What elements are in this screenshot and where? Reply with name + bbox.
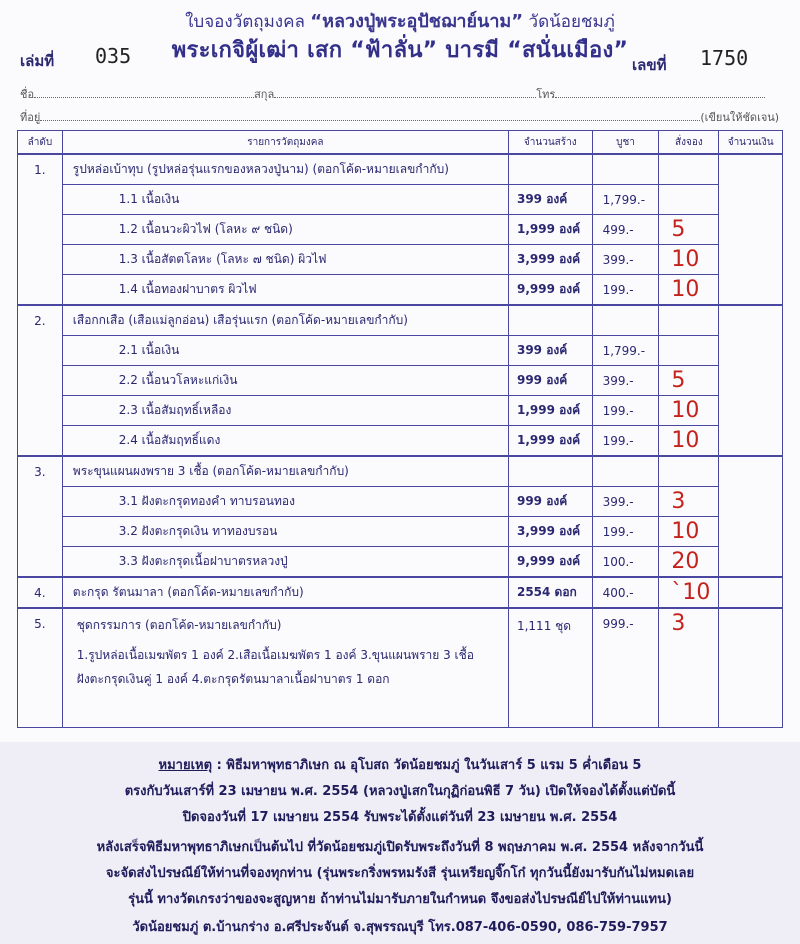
table-row — [18, 245, 783, 275]
table-row — [18, 426, 783, 457]
item-order[interactable]: 3 — [659, 487, 719, 517]
item-price: 199.- — [592, 275, 659, 306]
table-row — [18, 215, 783, 245]
notes-section — [0, 742, 800, 944]
item-qty: 3,999 องค์ — [508, 517, 592, 547]
address-hint: (เขียนให้ชัดเจน) — [700, 111, 780, 124]
col-header-order: สั่งจอง — [659, 131, 719, 155]
price-cell — [592, 305, 659, 336]
note-text-1: : พิธีมหาพุทธาภิเษก ณ อุโบสถ วัดน้อยชมภู่ ในวันเสาร์ 5 แรม 5 ค่ำเดือน 5 — [216, 758, 642, 773]
group-5-content — [62, 608, 508, 728]
item-order[interactable]: 5 — [659, 215, 719, 245]
note-line-4: หลังเสร็จพิธีมหาพุทธาภิเษกเป็นต้นไป ที่วัดน้อยชมภู่เปิดรับพระถึงวันที่ 8 พฤษภาคม พ.ศ. 2554 หลังจากวันนี้ — [96, 840, 704, 855]
amount-cell[interactable] — [719, 608, 783, 728]
qty-cell — [508, 154, 592, 185]
item-qty: 2554 ดอก — [508, 577, 592, 608]
name-field[interactable] — [34, 88, 254, 98]
group-title: ตะกรุด รัตนมาลา (ตอกโค้ด-หมายเลขกำกับ) — [62, 577, 508, 608]
item-qty: 3,999 องค์ — [508, 245, 592, 275]
table-row — [18, 517, 783, 547]
item-name: 3.3 ฝังตะกรุดเนื้อฝาบาตรหลวงปู่ — [62, 547, 508, 578]
number-value: 1750 — [700, 46, 749, 70]
item-order[interactable]: 10 — [659, 275, 719, 306]
col-header-item: รายการวัตถุมงคล — [62, 131, 508, 155]
table-header-row — [18, 131, 783, 155]
item-qty: 1,999 องค์ — [508, 215, 592, 245]
item-order[interactable]: 3 — [659, 608, 719, 728]
note-line-7: วัดน้อยชมภู่ ต.บ้านกร่าง อ.ศรีประจันต์ จ.สุพรรณบุรี โทร.087-406-0590, 086-759-7957 — [132, 920, 668, 935]
amount-cell[interactable] — [719, 456, 783, 577]
group-number: 4. — [18, 577, 63, 608]
item-qty: 9,999 องค์ — [508, 275, 592, 306]
address-label: ที่อยู่ — [20, 111, 41, 124]
address-field[interactable] — [40, 111, 700, 121]
item-name: 1.2 เนื้อนวะผิวไฟ (โลหะ ๙ ชนิด) — [62, 215, 508, 245]
group-number: 3. — [18, 456, 63, 577]
amount-cell[interactable] — [719, 154, 783, 305]
group-row-5 — [18, 608, 783, 728]
item-qty: 399 องค์ — [508, 336, 592, 366]
col-header-no: ลำดับ — [18, 131, 63, 155]
item-name: 1.3 เนื้อสัตตโลหะ (โลหะ ๗ ชนิด) ผิวไฟ — [62, 245, 508, 275]
book-number: 035 — [95, 44, 132, 68]
note-label: หมายเหตุ — [158, 758, 213, 773]
order-cell[interactable] — [659, 154, 719, 185]
group-title: เสือกกเสือ (เสือแม่ลูกอ่อน) เสือรุ่นแรก (ตอกโค้ด-หมายเลขกำกับ) — [62, 305, 508, 336]
name-label: ชื่อ — [20, 88, 35, 101]
col-header-qty: จำนวนสร้าง — [508, 131, 592, 155]
item-qty: 9,999 องค์ — [508, 547, 592, 578]
item-order[interactable]: 10 — [659, 426, 719, 457]
item-order[interactable]: 10 — [659, 245, 719, 275]
item-name: 2.2 เนื้อนวโลหะแก่เงิน — [62, 366, 508, 396]
group-number: 2. — [18, 305, 63, 456]
item-qty: 1,999 องค์ — [508, 426, 592, 457]
item-name: 2.3 เนื้อสัมฤทธิ์เหลือง — [62, 396, 508, 426]
table-row — [18, 185, 783, 215]
surname-field[interactable] — [274, 88, 536, 98]
order-cell[interactable] — [659, 305, 719, 336]
group-number: 1. — [18, 154, 63, 305]
number-label: เลขที่ — [632, 56, 667, 74]
table-row — [18, 547, 783, 578]
item-price: 499.- — [592, 215, 659, 245]
phone-label: โทร — [536, 88, 556, 101]
note-line-2: ตรงกับวันเสาร์ที่ 23 เมษายน พ.ศ. 2554 (หลวงปู่เสกในกุฏิก่อนพิธี 7 วัน) เปิดให้จองได้ตั้งแต่บัดนี้ — [124, 784, 676, 799]
surname-label: สกุล — [254, 88, 275, 101]
item-order[interactable]: 5 — [659, 366, 719, 396]
item-price: 399.- — [592, 487, 659, 517]
table-row — [18, 487, 783, 517]
item-price: 399.- — [592, 245, 659, 275]
note-line-3: ปิดจองวันที่ 17 เมษายน 2554 รับพระได้ตั้งแต่วันที่ 23 เมษายน พ.ศ. 2554 — [182, 810, 618, 825]
amount-cell[interactable] — [719, 577, 783, 608]
title-suffix: วัดน้อยชมภู่ — [528, 12, 615, 32]
order-table — [17, 130, 783, 728]
group-title: รูปหล่อเบ้าทุบ (รูปหล่อรุ่นแรกของหลวงปู่นาม) (ตอกโค้ด-หมายเลขกำกับ) — [62, 154, 508, 185]
item-order[interactable]: 10 — [659, 396, 719, 426]
name-line — [20, 85, 765, 103]
table-row — [18, 336, 783, 366]
amount-cell[interactable] — [719, 305, 783, 456]
table-row — [18, 366, 783, 396]
qty-cell — [508, 456, 592, 487]
price-cell — [592, 154, 659, 185]
note-line-5: จะจัดส่งไปรษณีย์ให้ท่านที่จองทุกท่าน (รุ่นพระกริ่งพรหมรังสี รุ่นเหรียญจิ๊กโก๋ ทุกวันนี้ยังมารับกันไม่หมดเลย — [105, 866, 695, 881]
title-name: “หลวงปู่พระอุปัชฌาย์นาม” — [310, 11, 524, 32]
item-price: 199.- — [592, 517, 659, 547]
item-qty: 1,999 องค์ — [508, 396, 592, 426]
col-header-amount: จำนวนเงิน — [719, 131, 783, 155]
group-title: ชุดกรรมการ (ตอกโค้ด-หมายเลขกำกับ) — [76, 618, 282, 632]
item-name: 2.1 เนื้อเงิน — [62, 336, 508, 366]
table-row — [18, 275, 783, 306]
group-title: พระขุนแผนผงพราย 3 เชื้อ (ตอกโค้ด-หมายเลขกำกับ) — [62, 456, 508, 487]
item-name: 2.4 เนื้อสัมฤทธิ์แดง — [62, 426, 508, 457]
item-price: 1,799.- — [592, 336, 659, 366]
price-cell — [592, 456, 659, 487]
item-price: 399.- — [592, 366, 659, 396]
address-line — [20, 108, 779, 126]
group-row-2 — [18, 305, 783, 336]
note-line-6: รุ่นนี้ ทางวัดเกรงว่าของจะสูญหาย ถ้าท่านไม่มารับภายในกำหนด จึงขอส่งไปรษณีย์ไปให้ท่านแทน) — [128, 892, 672, 907]
form-subtitle: พระเกจิผู้เฒ่า เสก “ฟ้าลั่น” บารมี “สนั่นเมือง” — [171, 38, 629, 63]
item-order[interactable] — [659, 185, 719, 215]
item-price: 1,799.- — [592, 185, 659, 215]
item-qty: 999 องค์ — [508, 487, 592, 517]
qty-cell — [508, 305, 592, 336]
item-name: 3.1 ฝังตะกรุดทองคำ ทาบรอนทอง — [62, 487, 508, 517]
item-price: 400.- — [592, 577, 659, 608]
item-qty: 1,111 ชุด — [508, 608, 592, 728]
col-header-price: บูชา — [592, 131, 659, 155]
item-name: 1.1 เนื้อเงิน — [62, 185, 508, 215]
item-order[interactable]: 20 — [659, 547, 719, 578]
table-row — [18, 396, 783, 426]
item-price: 199.- — [592, 426, 659, 457]
form-title — [0, 6, 800, 35]
set-detail-2: ฝังตะกรุดเงินคู่ 1 องค์ 4.ตะกรุดรัตนมาลาเนื้อฝาบาตร 1 ดอก — [76, 672, 390, 686]
title-prefix: ใบจองวัตถุมงคล — [185, 12, 305, 32]
group-row-3 — [18, 456, 783, 487]
group-row-4 — [18, 577, 783, 608]
item-name: 3.2 ฝังตะกรุดเงิน ทาทองบรอน — [62, 517, 508, 547]
item-order[interactable]: 10 — [659, 517, 719, 547]
item-price: 999.- — [592, 608, 659, 728]
phone-field[interactable] — [555, 88, 765, 98]
item-name: 1.4 เนื้อทองฝาบาตร ผิวไฟ — [62, 275, 508, 306]
item-qty: 999 องค์ — [508, 366, 592, 396]
item-order[interactable] — [659, 336, 719, 366]
item-price: 100.- — [592, 547, 659, 578]
group-row-1 — [18, 154, 783, 185]
item-price: 199.- — [592, 396, 659, 426]
set-detail-1: 1.รูปหล่อเนื้อเมฆพัตร 1 องค์ 2.เสือเนื้อเมฆพัตร 1 องค์ 3.ขุนแผนพราย 3 เชื้อ — [76, 648, 475, 662]
order-cell[interactable] — [659, 456, 719, 487]
group-number: 5. — [18, 608, 63, 728]
item-qty: 399 องค์ — [508, 185, 592, 215]
note-line-1 — [0, 754, 800, 775]
book-label: เล่มที่ — [20, 52, 55, 70]
item-order[interactable]: `10 — [659, 577, 719, 608]
